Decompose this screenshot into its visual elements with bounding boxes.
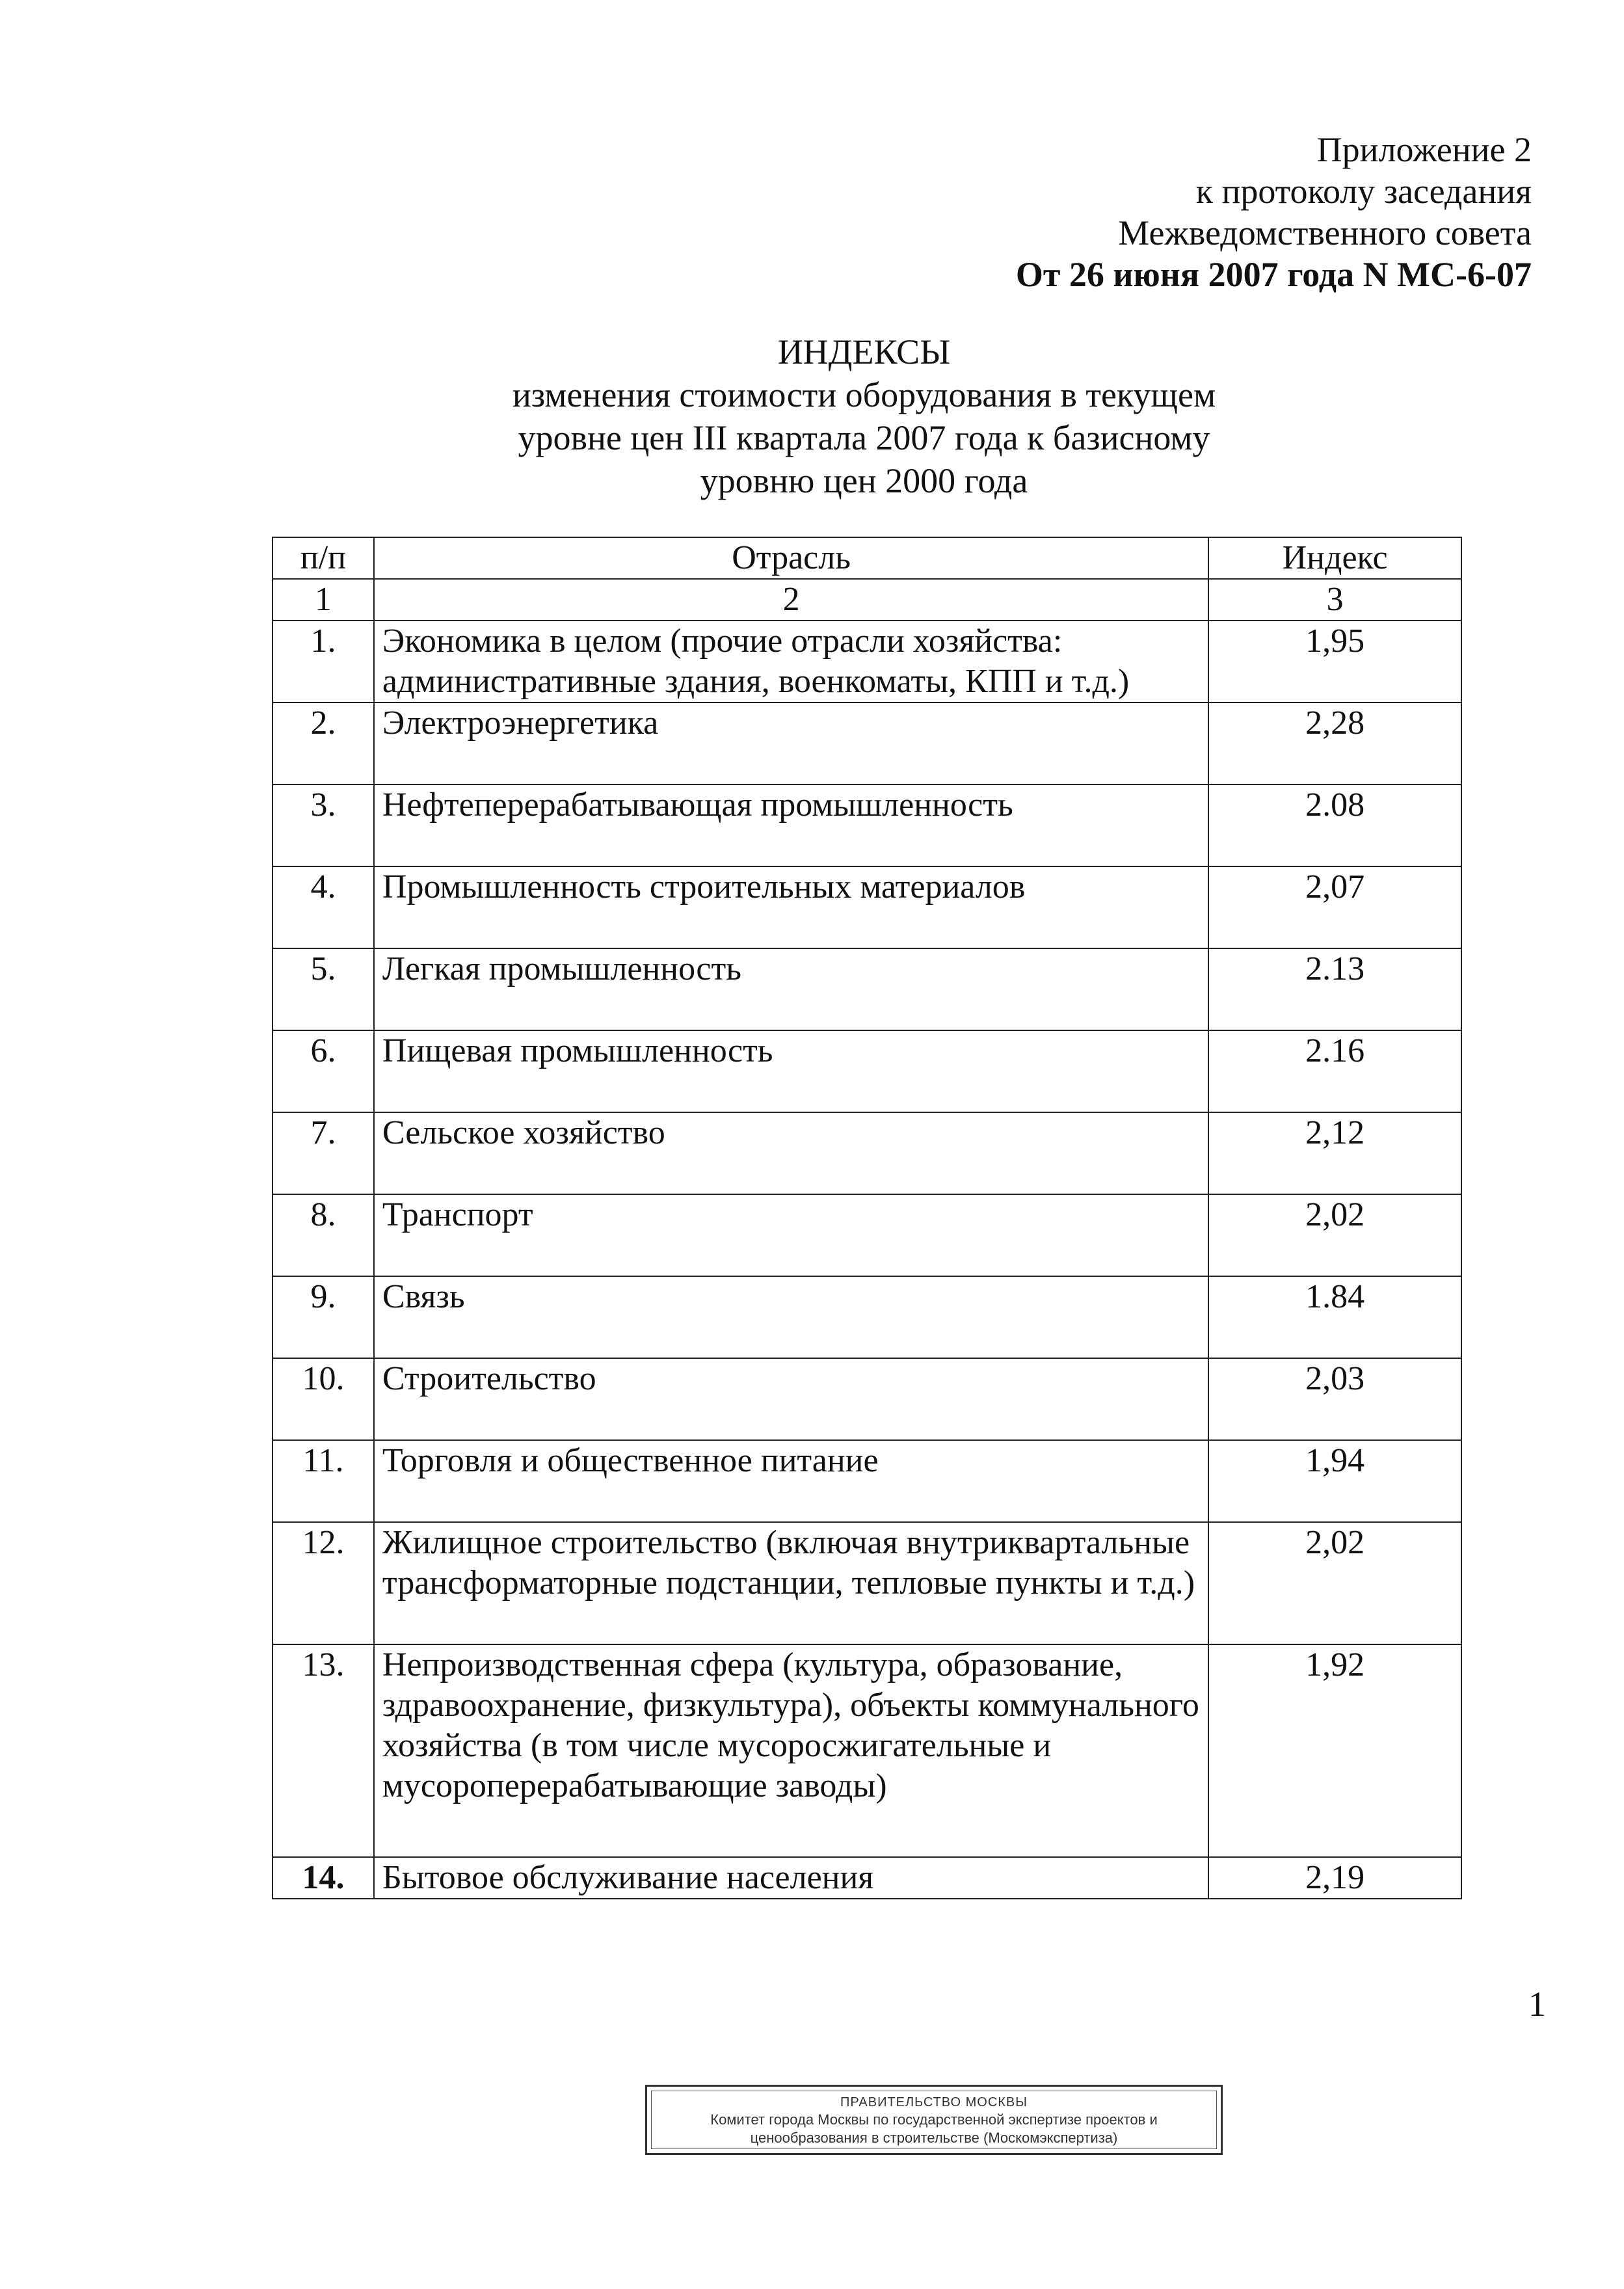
row-index-value: 2,07 [1208,866,1461,948]
column-number-2: 2 [374,579,1208,621]
title-line-1: изменения стоимости оборудования в текущем [512,375,1216,414]
row-num: 6. [273,1030,374,1112]
title-line-3: уровню цен 2000 года [700,461,1028,500]
document-title [0,330,1624,502]
row-index-value: 1,92 [1208,1644,1461,1857]
table-header-row [273,537,1461,579]
row-index-value: 2,19 [1208,1857,1461,1899]
row-index-value: 2,03 [1208,1358,1461,1440]
stamp-line-1: ПРАВИТЕЛЬСТВО МОСКВЫ [840,2095,1028,2109]
table-row [273,1358,1461,1440]
table-row [273,703,1461,784]
protocol-date-number: От 26 июня 2007 года N МС-6-07 [1015,255,1532,294]
stamp-line-3: ценообразования в строительстве (Москомэкспертиза) [750,2130,1118,2146]
column-number-3: 3 [1208,579,1461,621]
row-num: 4. [273,866,374,948]
council-name: Межведомственного совета [1118,213,1532,252]
row-industry: Нефтеперерабатывающая промышленность [374,784,1208,866]
row-industry: Легкая промышленность [374,948,1208,1030]
table-column-numbers-row [273,579,1461,621]
row-index-value: 2,02 [1208,1522,1461,1644]
table-row [273,1194,1461,1276]
row-industry: Экономика в целом (прочие отрасли хозяйства: административные здания, военкоматы, КПП и т.д.) [374,621,1208,703]
row-index-value: 2,12 [1208,1112,1461,1194]
table-row [273,948,1461,1030]
row-num: 1. [273,621,374,703]
title-line-2: уровне цен III квартала 2007 года к базисному [518,418,1210,457]
page-number: 1 [1528,1985,1546,2024]
stamp-line-2: Комитет города Москвы по государственной экспертизе проектов и [710,2111,1158,2128]
row-index-value: 1.84 [1208,1276,1461,1358]
table-row [273,1112,1461,1194]
row-industry: Пищевая промышленность [374,1030,1208,1112]
row-index-value: 2.13 [1208,948,1461,1030]
table-row [273,1644,1461,1857]
row-num: 5. [273,948,374,1030]
row-industry: Электроэнергетика [374,703,1208,784]
table-row [273,1030,1461,1112]
row-index-value: 1,94 [1208,1440,1461,1522]
row-industry: Торговля и общественное питание [374,1440,1208,1522]
row-industry: Связь [374,1276,1208,1358]
row-industry: Бытовое обслуживание населения [374,1857,1208,1899]
protocol-reference: к протоколу заседания [1195,172,1532,211]
table-row [273,1857,1461,1899]
table-row [273,1522,1461,1644]
row-num: 2. [273,703,374,784]
official-stamp [645,2085,1223,2155]
row-index-value: 2.08 [1208,784,1461,866]
index-table [272,537,1462,1899]
row-industry: Транспорт [374,1194,1208,1276]
table-row [273,1440,1461,1522]
row-index-value: 2,02 [1208,1194,1461,1276]
table-row [273,621,1461,703]
row-num: 8. [273,1194,374,1276]
row-num: 13. [273,1644,374,1857]
table-row [273,866,1461,948]
row-index-value: 1,95 [1208,621,1461,703]
row-index-value: 2,28 [1208,703,1461,784]
title-main: ИНДЕКСЫ [777,332,951,371]
row-industry: Строительство [374,1358,1208,1440]
header-num: п/п [273,537,374,579]
row-industry: Жилищное строительство (включая внутриквартальные трансформаторные подстанции, тепловые пункты и т.д.) [374,1522,1208,1644]
header-industry: Отрасль [374,537,1208,579]
appendix-header [1016,129,1532,295]
row-num: 14. [273,1857,374,1899]
row-num: 10. [273,1358,374,1440]
row-num: 7. [273,1112,374,1194]
table-row [273,784,1461,866]
header-index: Индекс [1208,537,1461,579]
table-row [273,1276,1461,1358]
column-number-1: 1 [273,579,374,621]
appendix-label: Приложение 2 [1316,130,1532,169]
row-num: 9. [273,1276,374,1358]
stamp-inner-frame [651,2091,1217,2149]
row-num: 3. [273,784,374,866]
row-industry: Сельское хозяйство [374,1112,1208,1194]
row-industry: Непроизводственная сфера (культура, образование, здравоохранение, физкультура), объекты коммунального хозяйства (в том числе мусоросжигательные и мусороперерабатывающие заводы) [374,1644,1208,1857]
row-num: 12. [273,1522,374,1644]
row-industry: Промышленность строительных материалов [374,866,1208,948]
row-num: 11. [273,1440,374,1522]
row-index-value: 2.16 [1208,1030,1461,1112]
